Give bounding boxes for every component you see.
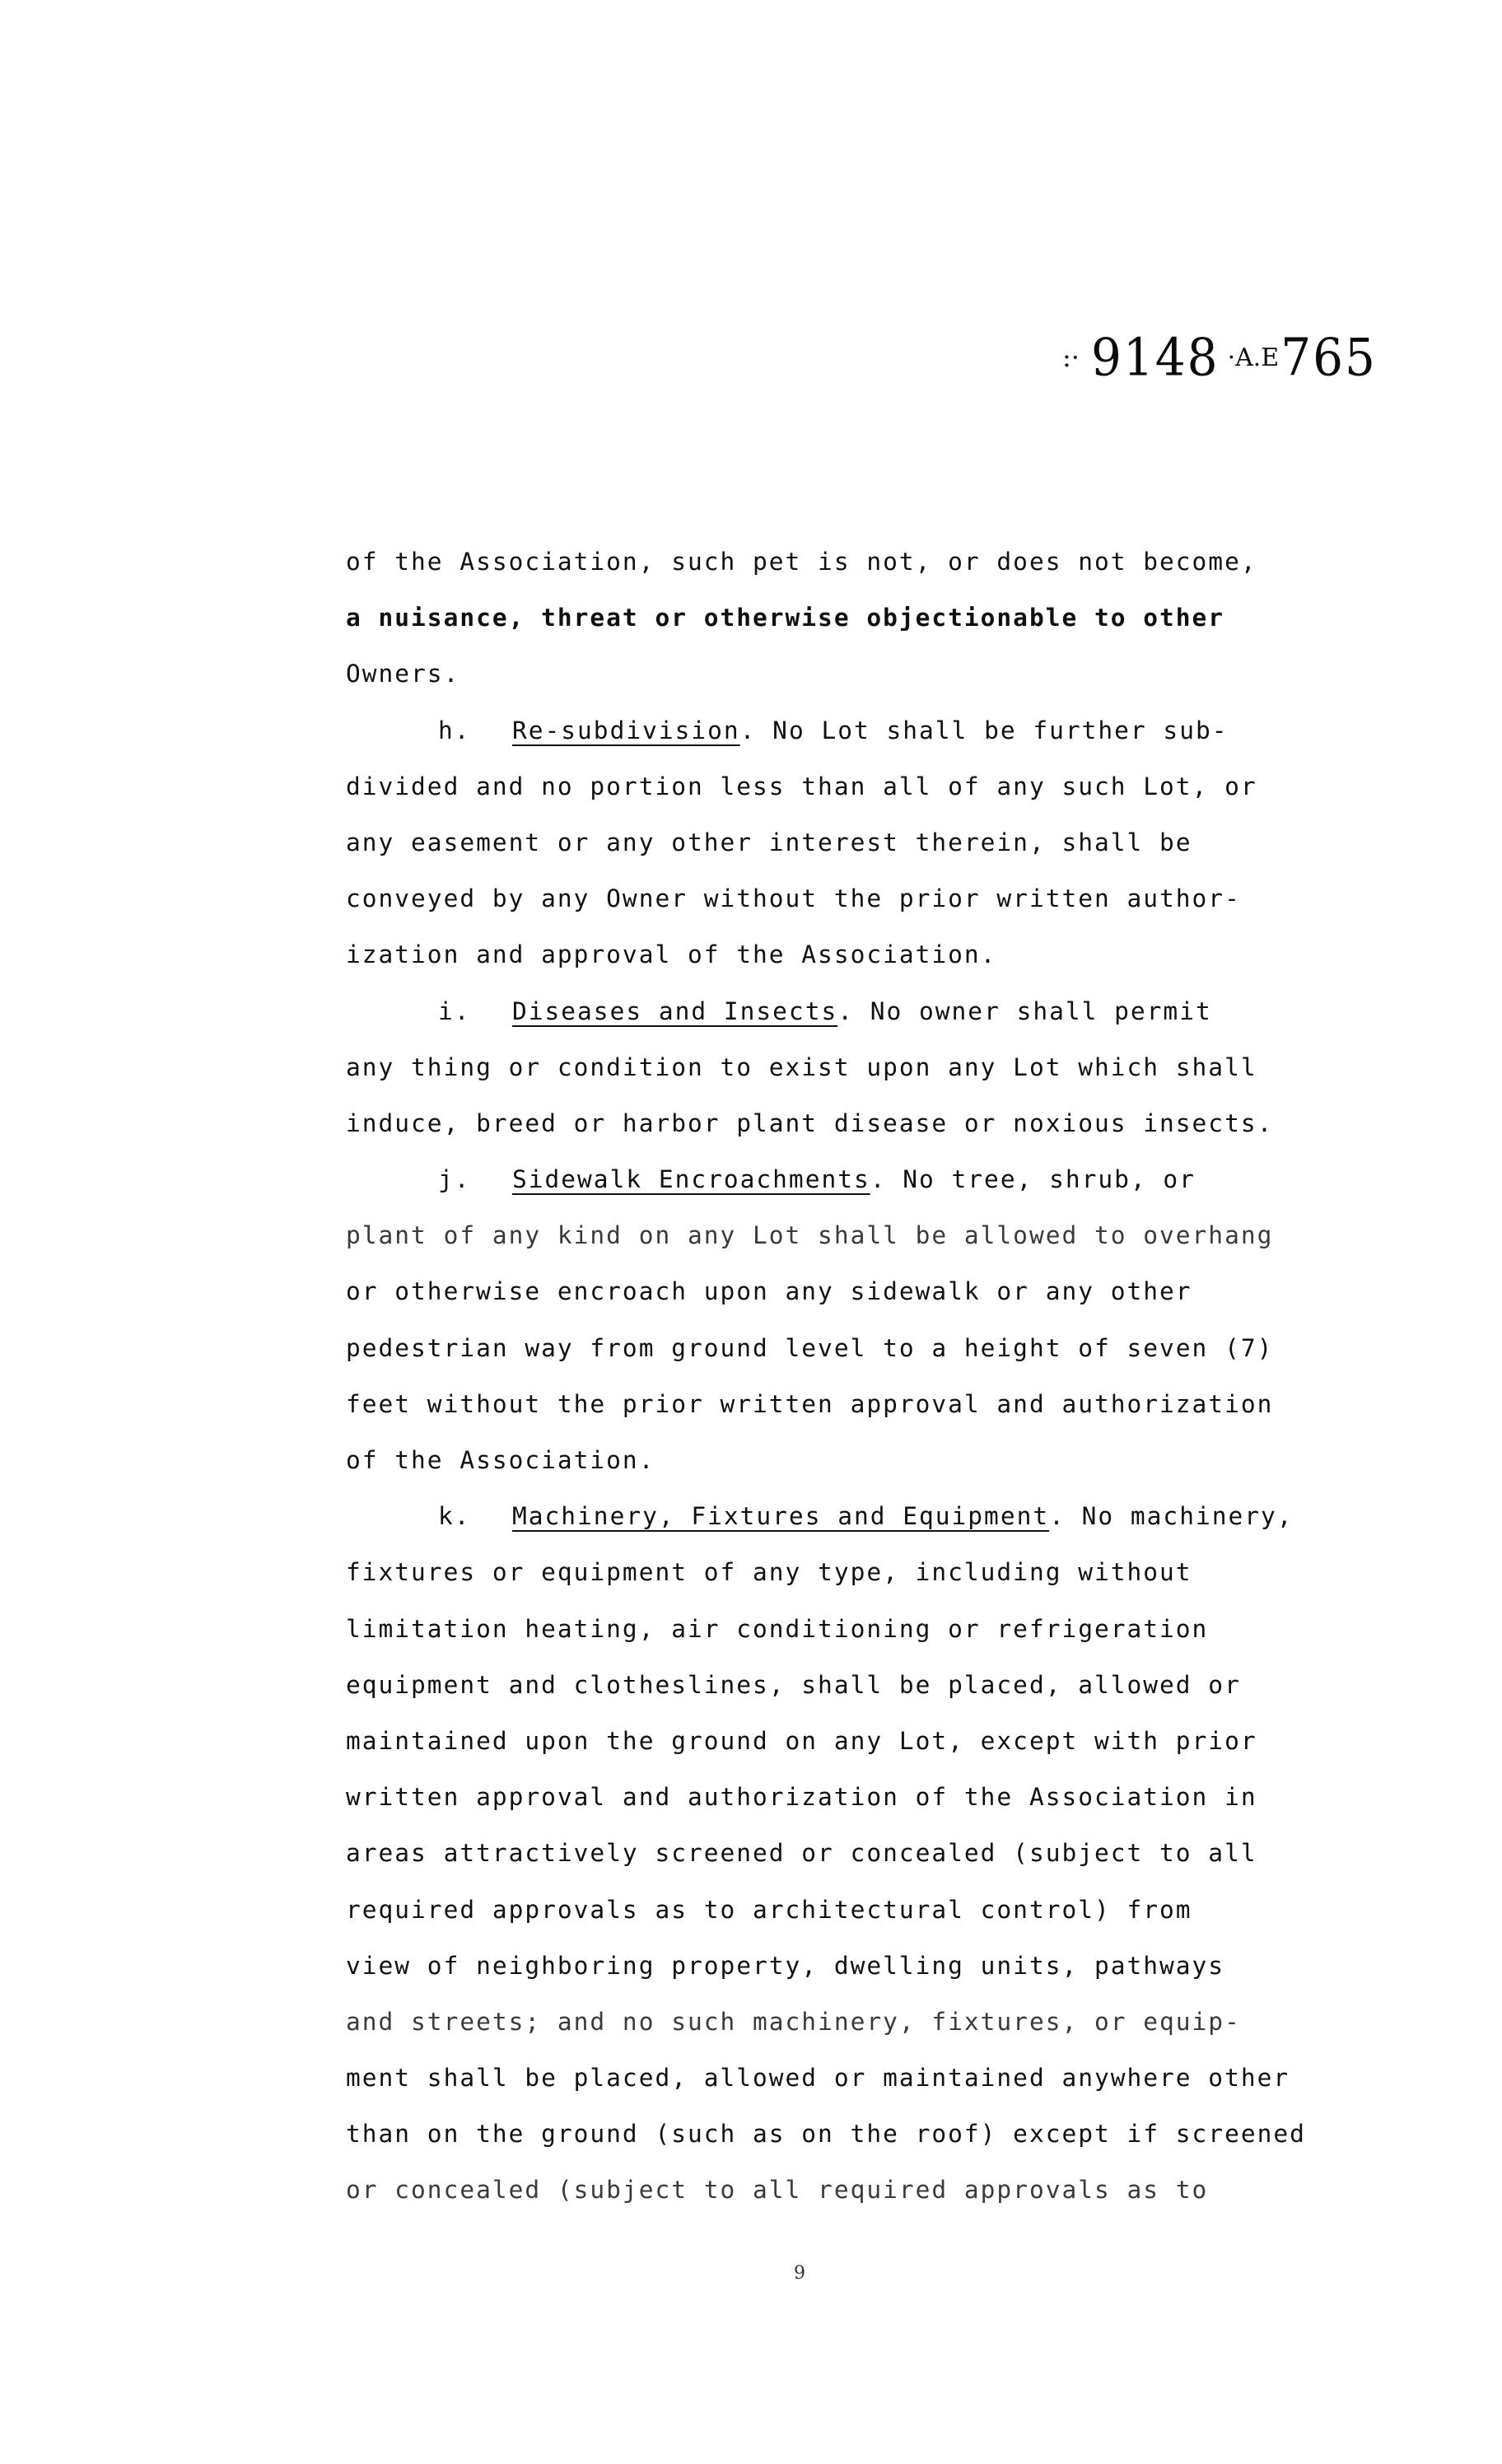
body-line: any thing or condition to exist upon any Lot which shall	[346, 1052, 1257, 1081]
body-line: induce, breed or harbor plant disease or noxious insects.	[346, 1108, 1274, 1137]
section-heading: Diseases and Insects	[512, 996, 838, 1025]
section-k-first-line	[346, 1488, 1408, 1544]
body-line: or otherwise encroach upon any sidewalk or any other	[346, 1277, 1192, 1306]
body-line: of the Association, such pet is not, or does not become,	[346, 548, 1257, 576]
book-ref-separator: ·A.E	[1227, 343, 1280, 372]
body-line: written approval and authorization of the Association in	[346, 1783, 1257, 1812]
section-text: . No Lot shall be further sub-	[739, 716, 1229, 744]
body-line: view of neighboring property, dwelling units, pathways	[346, 1951, 1225, 1980]
book-page-reference	[1062, 327, 1377, 388]
section-letter: i.	[438, 996, 471, 1025]
body-line: than on the ground (such as on the roof) except if screened	[346, 2120, 1306, 2149]
body-line: conveyed by any Owner without the prior written author-	[346, 884, 1241, 913]
body-line: ment shall be placed, allowed or maintained anywhere other	[346, 2064, 1290, 2093]
body-line: divided and no portion less than all of any such Lot, or	[346, 772, 1257, 800]
body-line: ization and approval of the Association.	[346, 940, 997, 969]
section-h-first-line	[346, 702, 1408, 758]
book-number: 9148	[1090, 327, 1220, 388]
body-line: equipment and clotheslines, shall be placed, allowed or	[346, 1670, 1241, 1699]
section-heading: Re-subdivision	[512, 716, 740, 744]
body-line: and streets; and no such machinery, fixtures, or equip-	[346, 2007, 1241, 2036]
body-line: Owners.	[346, 660, 460, 688]
page-footer-mark: 9	[794, 2263, 805, 2284]
book-ref-prefix: :·	[1062, 342, 1080, 373]
body-line: pedestrian way from ground level to a height of seven (7)	[346, 1333, 1274, 1362]
body-line: of the Association.	[346, 1446, 655, 1474]
section-letter: h.	[438, 716, 471, 744]
body-line: limitation heating, air conditioning or refrigeration	[346, 1614, 1209, 1643]
body-line: any easement or any other interest therein, shall be	[346, 828, 1192, 856]
section-j-first-line	[346, 1151, 1408, 1207]
section-letter: j.	[438, 1165, 471, 1194]
body-line: or concealed (subject to all required approvals as to	[346, 2176, 1209, 2205]
body-line: maintained upon the ground on any Lot, except with prior	[346, 1726, 1257, 1755]
body-line: a nuisance, threat or otherwise objectionable to other	[346, 604, 1225, 632]
document-body	[346, 534, 1408, 2219]
body-line: plant of any kind on any Lot shall be allowed to overhang	[346, 1221, 1274, 1250]
body-line: fixtures or equipment of any type, including without	[346, 1558, 1192, 1587]
body-line: required approvals as to architectural control) from	[346, 1895, 1192, 1924]
section-text: . No machinery,	[1049, 1502, 1294, 1531]
section-letter: k.	[438, 1502, 471, 1531]
body-line: areas attractively screened or concealed (subject to all	[346, 1839, 1257, 1868]
section-text: . No owner shall permit	[837, 996, 1212, 1025]
body-line: feet without the prior written approval and authorization	[346, 1389, 1274, 1418]
page-number: 765	[1280, 327, 1377, 388]
section-i-first-line	[346, 983, 1408, 1039]
section-heading: Sidewalk Encroachments	[512, 1165, 870, 1194]
section-text: . No tree, shrub, or	[870, 1165, 1196, 1194]
section-heading: Machinery, Fixtures and Equipment	[512, 1502, 1050, 1531]
